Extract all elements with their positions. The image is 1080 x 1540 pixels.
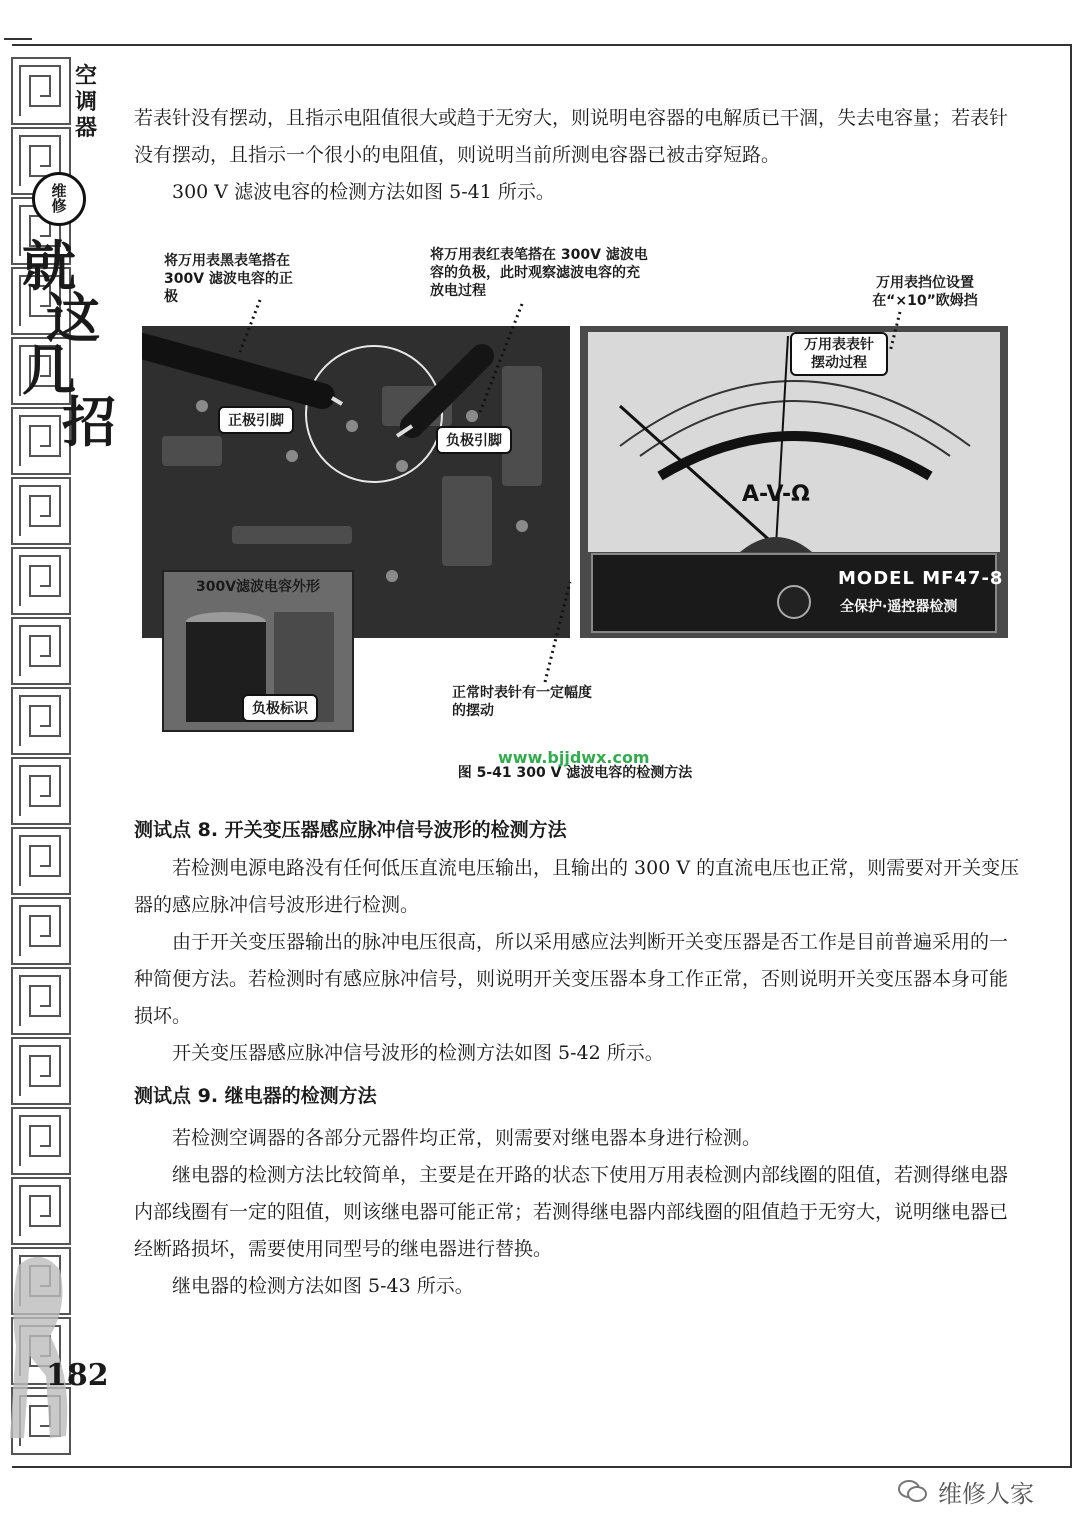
paragraph: 若检测空调器的各部分元器件均正常，则需要对继电器本身进行检测。	[172, 1127, 762, 1149]
paragraph: 由于开关变压器输出的脉冲电压很高，所以采用感应法判断开关变压器是否工作是目前普遍采用的一种简便方法。若检测时有感应脉冲信号，则说明开关变压器本身工作正常，否则说明开关变压器本身可能损坏。	[134, 931, 1009, 1027]
account-tag	[898, 1474, 1034, 1509]
callout-normal-swing: 正常时表针有一定幅度的摆动	[452, 685, 592, 719]
repair-badge: 维 修	[32, 172, 86, 226]
label-negative-pin: 负极引脚	[436, 426, 512, 454]
meter-unit-label: A-V-Ω	[742, 482, 810, 507]
paragraph: 若表针没有摆动，且指示电阻值很大或趋于无穷大，则说明电容器的电解质已干涸，失去电容量；若表针没有摆动，且指示一个很小的电阻值，则说明当前所测电容器已被击穿短路。	[134, 107, 1009, 166]
series-title: 就 这 几 招	[22, 234, 116, 454]
paragraph: 300 V 滤波电容的检测方法如图 5-41 所示。	[172, 181, 555, 203]
body-text	[134, 810, 1020, 1305]
chapter-label: 空 调 器	[74, 64, 97, 141]
paragraph: 继电器的检测方法如图 5-43 所示。	[172, 1275, 474, 1297]
paragraph: 继电器的检测方法比较简单，主要是在开路的状态下使用万用表检测内部线圈的阻值，若测得继电器内部线圈有一定的阻值，则该继电器可能正常；若测得继电器内部线圈的阻值趋于无穷大，说明继电器已经断路损坏，需要使用同型号的继电器进行替换。	[134, 1164, 1009, 1260]
label-negative-mark: 负极标识	[242, 694, 318, 722]
meter-subtitle: 全保护·遥控器检测	[840, 599, 958, 615]
callout-range: 万用表挡位设置在“×10”欧姆挡	[872, 275, 978, 309]
paragraph: 开关变压器感应脉冲信号波形的检测方法如图 5-42 所示。	[172, 1042, 664, 1064]
watermark: www.bjjdwx.com	[498, 748, 650, 767]
paragraph: 若检测电源电路没有任何低压直流电压输出，且输出的 300 V 的直流电压也正常，则需要对开关变压器的感应脉冲信号波形进行检测。	[134, 857, 1020, 916]
account-name: 维修人家	[938, 1480, 1034, 1508]
label-needle-swing: 万用表表针摆动过程	[790, 332, 888, 376]
page-number: 182	[46, 1358, 109, 1393]
meter-model: MODEL MF47-8	[838, 568, 1004, 589]
inset-title: 300V滤波电容外形	[195, 579, 321, 595]
wechat-icon	[898, 1479, 928, 1505]
intro-text	[134, 100, 1020, 211]
figure-caption: 图 5-41 300 V 滤波电容的检测方法	[457, 765, 693, 781]
figure-5-41	[130, 222, 1020, 792]
callout-black-probe: 将万用表黑表笔搭在 300V 滤波电容的正极	[164, 253, 293, 305]
label-positive-pin: 正极引脚	[218, 406, 294, 434]
callout-red-probe: 将万用表红表笔搭在 300V 滤波电容的负极，此时观察滤波电容的充放电过程	[430, 247, 648, 299]
section-heading-9: 测试点 9. 继电器的检测方法	[134, 1085, 377, 1107]
section-heading-8: 测试点 8. 开关变压器感应脉冲信号波形的检测方法	[134, 819, 567, 841]
